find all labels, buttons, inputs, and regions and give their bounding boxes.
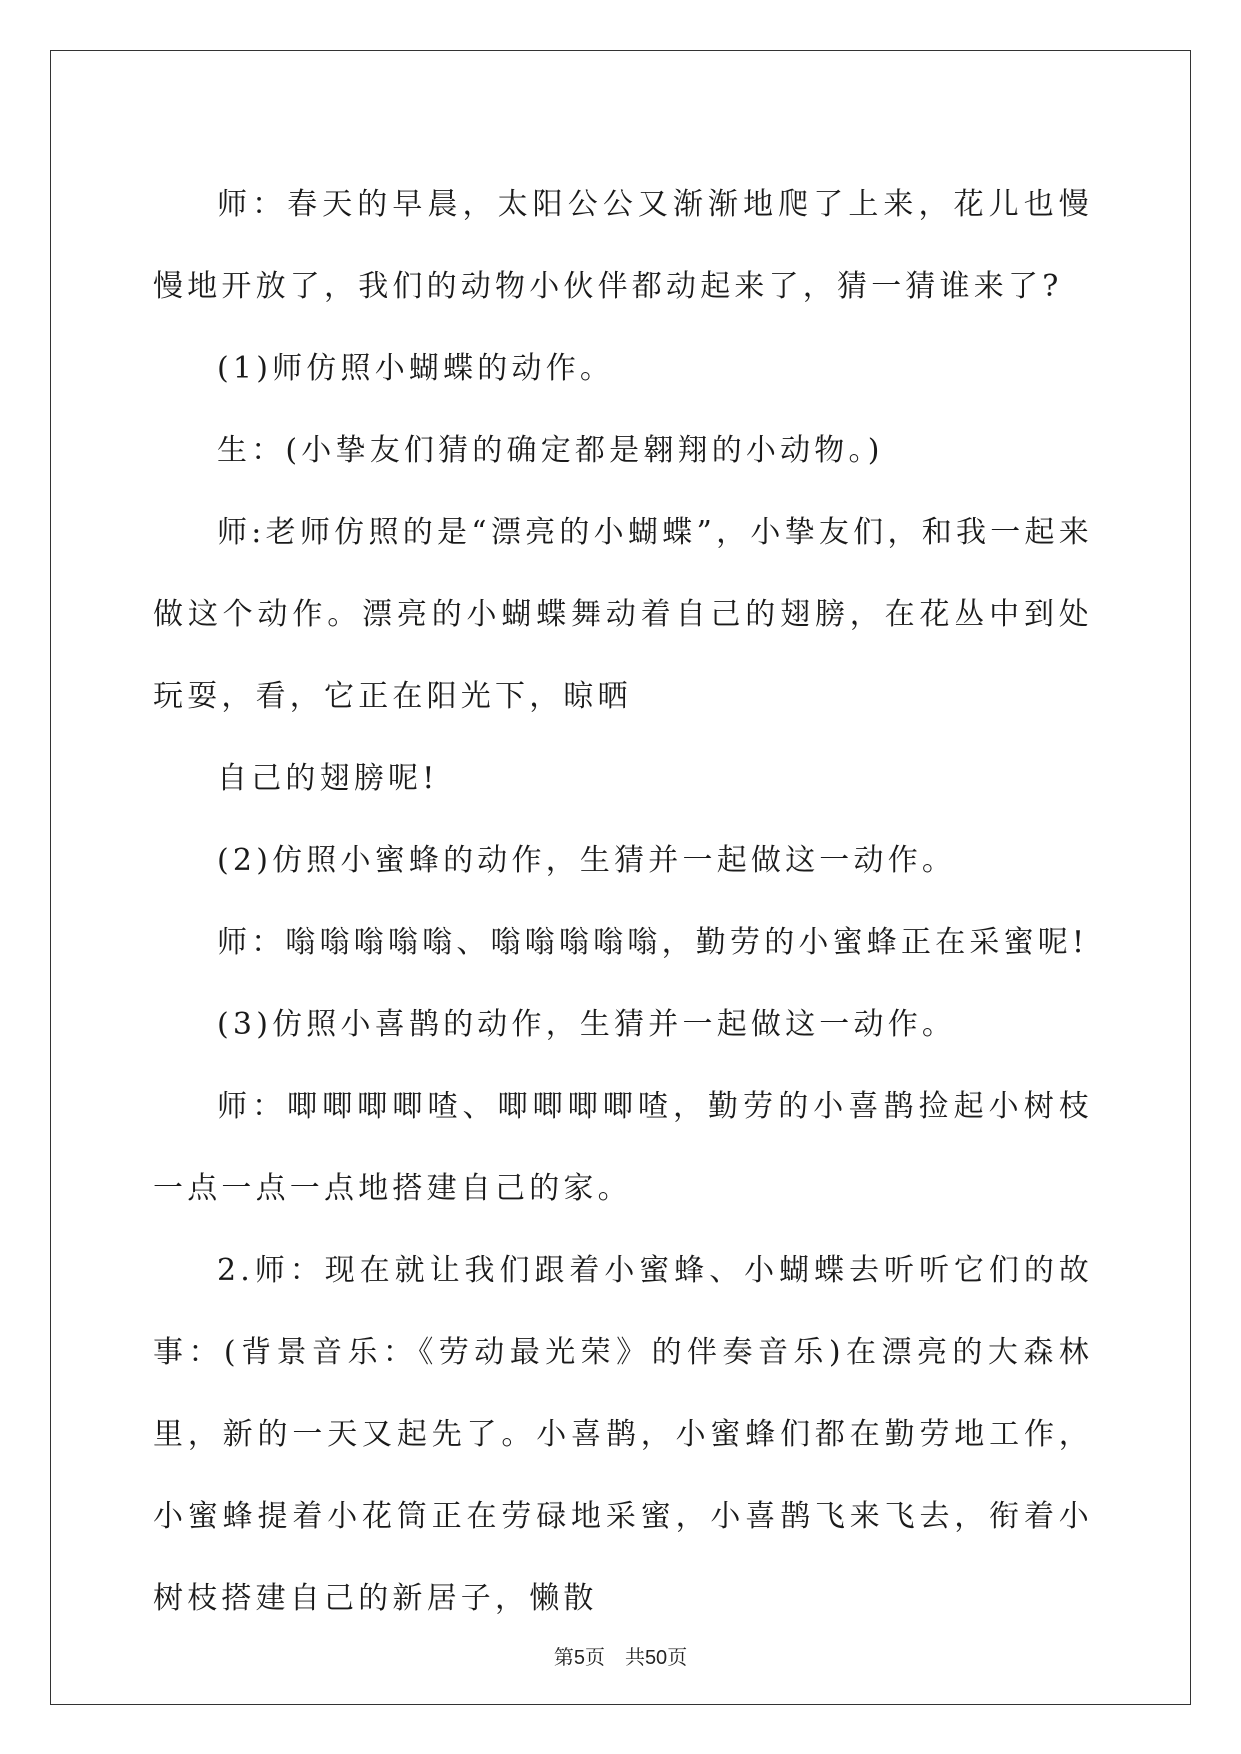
paragraph-8: (3)仿照小喜鹊的动作，生猜并一起做这一动作。: [217, 1007, 957, 1042]
paragraph-6: (2)仿照小蜜蜂的动作，生猜并一起做这一动作。: [217, 843, 957, 878]
footer-total-prefix: 共: [624, 1645, 645, 1669]
footer-page-prefix: 第: [553, 1645, 574, 1669]
paragraph-10: 2.师：现在就让我们跟着小蜜蜂、小蝴蝶去听听它们的故事：(背景音乐：《劳动最光荣》的伴奏音乐)在漂亮的大森林里，新的一天又起先了。小喜鹊，小蜜蜂们都在勤劳地工作，小蜜蜂提着小花筒正在劳碌地采蜜，小喜鹊飞来飞去，衔着小树枝搭建自己的新居子，懒散: [153, 1253, 1093, 1616]
footer-page-number: 5: [573, 1647, 585, 1669]
paragraph-5: 自己的翅膀呢!: [217, 761, 439, 796]
footer-page-suffix: 页: [584, 1645, 605, 1669]
page-footer: [0, 1641, 1241, 1670]
paragraph-4: 师:老师仿照的是“漂亮的小蝴蝶”，小挚友们，和我一起来做这个动作。漂亮的小蝴蝶舞动着自己的翅膀，在花丛中到处玩耍，看，它正在阳光下，晾晒: [153, 515, 1093, 714]
footer-total-suffix: 页: [667, 1645, 688, 1669]
paragraph-1: 师：春天的早晨，太阳公公又渐渐地爬了上来，花儿也慢慢地开放了，我们的动物小伙伴都动起来了，猜一猜谁来了?: [153, 187, 1093, 304]
document-body: [153, 164, 1093, 1640]
paragraph-2: (1)师仿照小蝴蝶的动作。: [217, 351, 615, 386]
footer-total-pages: 50: [644, 1647, 668, 1669]
paragraph-7: 师：嗡嗡嗡嗡嗡、嗡嗡嗡嗡嗡，勤劳的小蜜蜂正在采蜜呢!: [217, 925, 1089, 960]
paragraph-3: 生：(小挚友们猜的确定都是翱翔的小动物。): [217, 433, 884, 468]
paragraph-9: 师：唧唧唧唧喳、唧唧唧唧喳，勤劳的小喜鹊捡起小树枝一点一点一点地搭建自己的家。: [153, 1089, 1093, 1206]
